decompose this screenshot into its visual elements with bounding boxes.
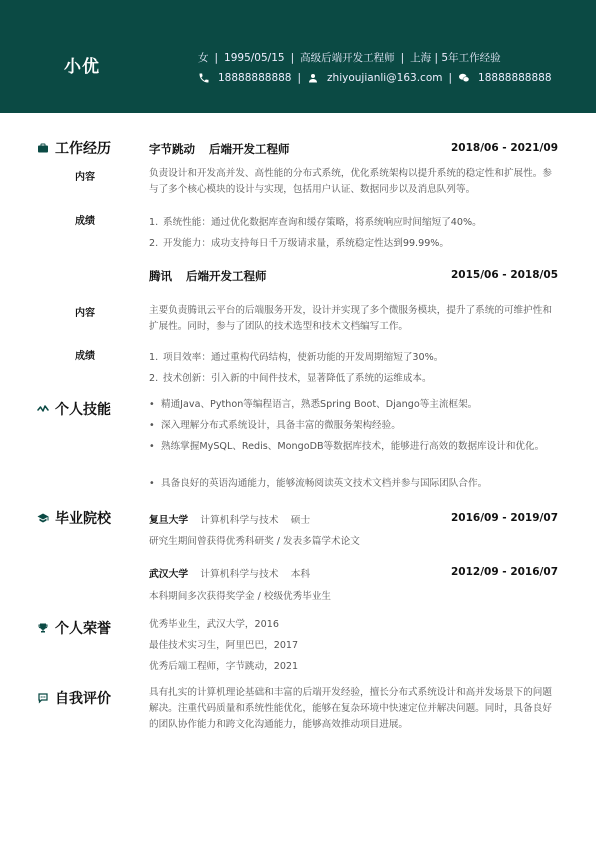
trophy-icon [37, 622, 49, 634]
skill-item: • 具备良好的英语沟通能力，能够流畅阅读英文技术文档并参与国际团队合作。 [149, 476, 559, 492]
result-item: 1. 项目效率：通过重构代码结构，使新功能的开发周期缩短了30%。 [149, 352, 444, 363]
result-item: 2. 开发能力：成功支持每日千万级请求量，系统稳定性达到99.99%。 [149, 238, 450, 249]
wechat-icon [458, 72, 470, 84]
candidate-name: 小优 [64, 57, 100, 77]
self-evaluation-text: 具有扎实的计算机理论基础和丰富的后端开发经验，擅长分布式系统设计和高并发场景下的问题解决。注重代码质量和系统性能优化，能够在复杂环境中快速定位并解决问题。同时，具备良好的团队协作能力和跨文化沟通能力，能够高效推动项目进展。 [149, 687, 552, 730]
result-item: 2. 技术创新：引入新的中间件技术，显著降低了系统的运维成本。 [149, 373, 432, 384]
city-experience: 上海 | 5年工作经验 [410, 52, 501, 64]
birth-date: 1995/05/15 [224, 52, 285, 64]
honor-item: 优秀毕业生，武汉大学，2016 [149, 619, 279, 630]
contact-line: 18888888888 | zhiyoujianli@163.com | 18888888888 [198, 72, 552, 84]
job-content: 负责设计和开发高并发、高性能的分布式系统，优化系统架构以提升系统的稳定性和扩展性。参与了多个核心模块的设计与实现，包括用户认证、数据同步以及消息队列等。 [149, 168, 552, 195]
company-name: 字节跳动 [149, 142, 195, 156]
section-title-self: 自我评价 [37, 688, 111, 708]
job-heading [149, 141, 290, 157]
company-name: 腾讯 [149, 269, 172, 283]
major: 计算机科学与技术 [200, 515, 279, 526]
phone-icon [198, 72, 210, 84]
graduation-cap-icon [37, 512, 49, 524]
degree: 本科 [290, 569, 311, 580]
phone-number: 18888888888 [218, 72, 292, 84]
label-content: 内容 [75, 172, 95, 183]
basic-info-line: 女 | 1995/05/15 | 高级后端开发工程师 | 上海 | 5年工作经验 [198, 52, 501, 64]
wechat-id: 18888888888 [478, 72, 552, 84]
school-date: 2016/09 - 2019/07 [450, 512, 558, 524]
honor-item: 最佳技术实习生，阿里巴巴，2017 [149, 640, 299, 651]
pulse-icon [37, 403, 49, 415]
major: 计算机科学与技术 [200, 569, 279, 580]
skill-item: • 精通Java、Python等编程语言，熟悉Spring Boot、Django等主流框架。 [149, 397, 559, 413]
section-title-work: 工作经历 [37, 138, 111, 158]
chat-icon [37, 692, 49, 704]
school-heading [149, 566, 310, 580]
school-name: 武汉大学 [149, 569, 189, 580]
briefcase-icon [37, 142, 49, 154]
honor-item: 优秀后端工程师，字节跳动，2021 [149, 661, 299, 672]
job-date: 2015/06 - 2018/05 [450, 269, 558, 281]
gender: 女 [198, 52, 209, 64]
school-name: 复旦大学 [149, 515, 189, 526]
email-address: zhiyoujianli@163.com [327, 72, 443, 84]
section-title-skills: 个人技能 [37, 399, 111, 419]
resume-header [0, 0, 596, 113]
email-icon [307, 72, 319, 84]
school-date: 2012/09 - 2016/07 [450, 566, 558, 578]
skill-item: • 深入理解分布式系统设计，具备丰富的微服务架构经验。 [149, 418, 559, 434]
school-heading [149, 512, 310, 526]
job-heading [149, 268, 267, 284]
skill-item: • 熟练掌握MySQL、Redis、MongoDB等数据库技术，能够进行高效的数据库设计和优化。 [149, 439, 559, 455]
job-content: 主要负责腾讯云平台的后端服务开发，设计并实现了多个微服务模块，提升了系统的可维护性和扩展性。同时，参与了团队的技术选型和技术文档编写工作。 [149, 305, 552, 332]
role-name: 后端开发工程师 [186, 269, 267, 283]
degree: 硕士 [290, 515, 311, 526]
school-note: 研究生期间曾获得优秀科研奖 / 发表多篇学术论文 [149, 536, 360, 547]
label-result: 成绩 [75, 216, 95, 227]
result-item: 1. 系统性能：通过优化数据库查询和缓存策略，将系统响应时间缩短了40%。 [149, 217, 482, 228]
section-title-honors: 个人荣誉 [37, 618, 111, 638]
job-date: 2018/06 - 2021/09 [450, 142, 558, 154]
label-content: 内容 [75, 308, 95, 319]
label-result: 成绩 [75, 351, 95, 362]
school-note: 本科期间多次获得奖学金 / 校级优秀毕业生 [149, 591, 332, 602]
job-title: 高级后端开发工程师 [300, 52, 395, 64]
section-title-education: 毕业院校 [37, 508, 111, 528]
role-name: 后端开发工程师 [209, 142, 290, 156]
